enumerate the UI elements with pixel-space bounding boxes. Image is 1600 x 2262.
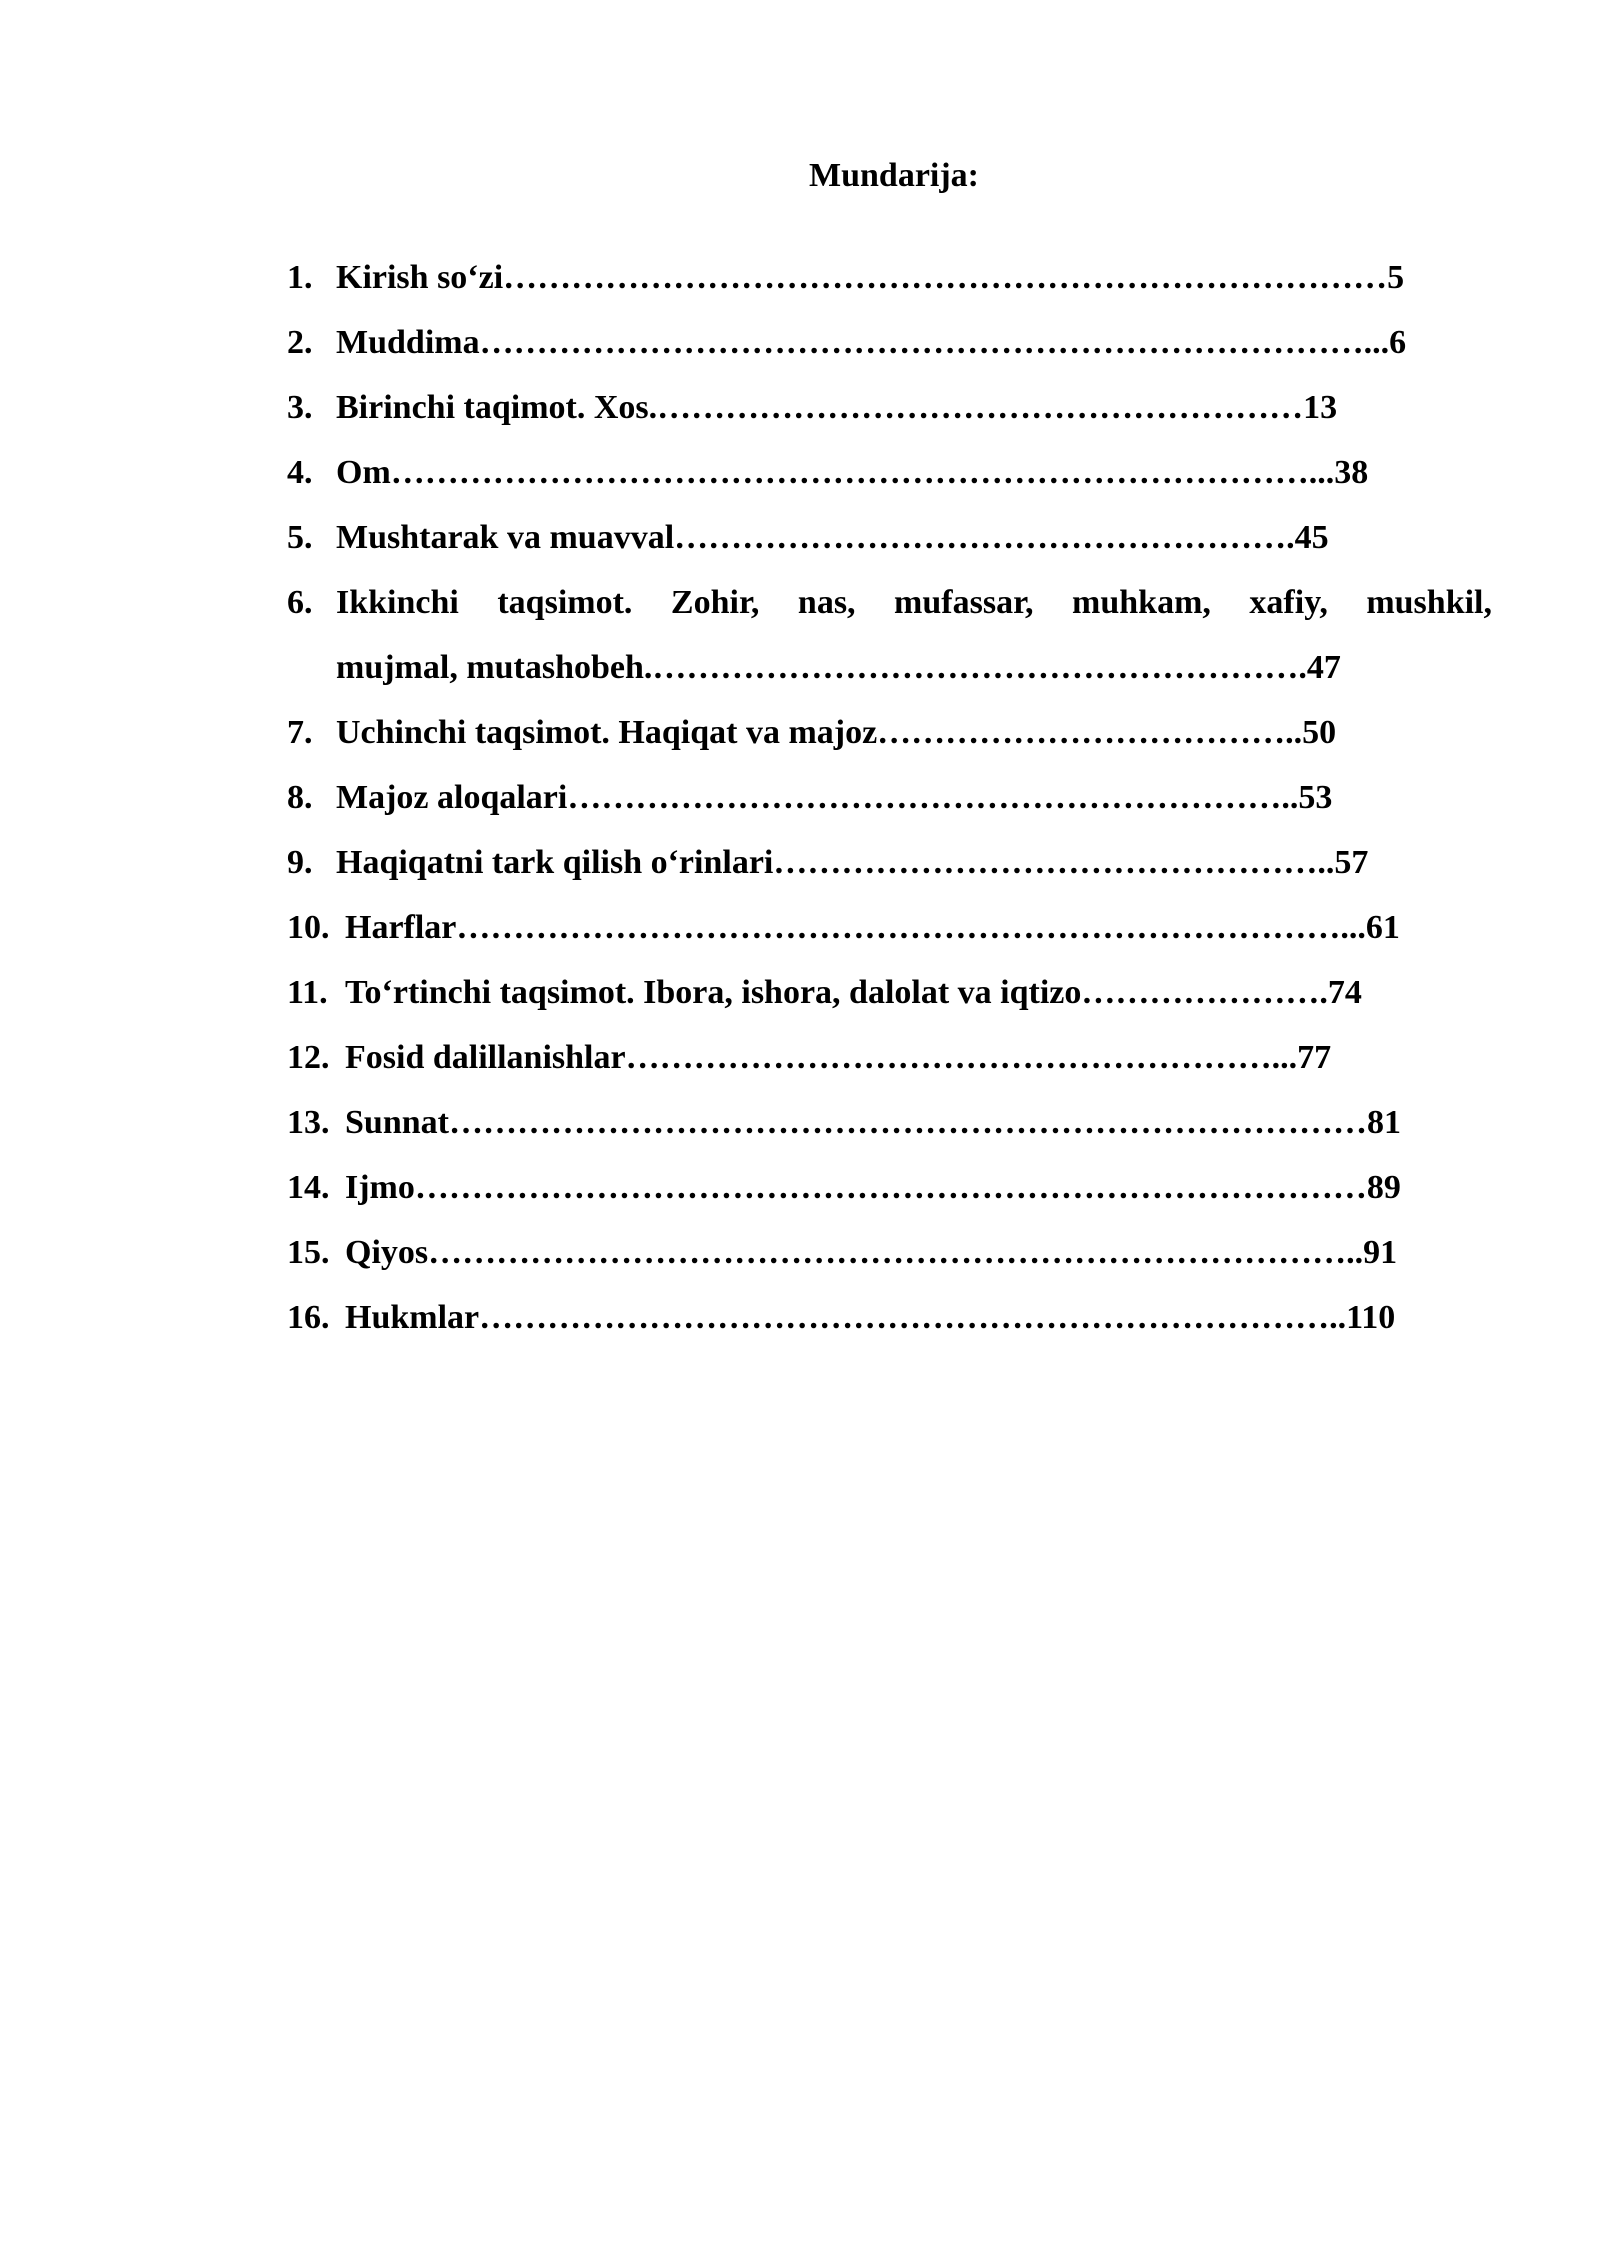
toc-entry-number: 5. bbox=[287, 519, 313, 556]
toc-entry[interactable] bbox=[287, 245, 1487, 310]
toc-entry-text: Mushtarak va muavval……………………………………………….45 bbox=[336, 519, 1329, 556]
toc-entry[interactable] bbox=[287, 375, 1487, 440]
toc-entry-text: Om………………………………………………………………………...38 bbox=[336, 454, 1369, 491]
toc-entry-text: Uchinchi taqsimot. Haqiqat va majoz………………………………..50 bbox=[336, 714, 1337, 751]
toc-entry-text: Majoz aloqalari………………………………………………………..53 bbox=[336, 779, 1333, 816]
toc-entry-text: Haqiqatni tark qilish o‘rinlari…………………………………………..57 bbox=[336, 844, 1369, 881]
toc-entry-number: 8. bbox=[287, 779, 313, 816]
toc-entry-text: Ikkinchi taqsimot. Zohir, nas, mufassar, muhkam, xafiy, mushkil, bbox=[336, 584, 1492, 621]
toc-entry[interactable] bbox=[287, 765, 1487, 830]
toc-entry-text: Qiyos………………………………………………………………………..91 bbox=[345, 1234, 1398, 1271]
toc-entry[interactable] bbox=[287, 1025, 1487, 1090]
toc-entry[interactable] bbox=[287, 1220, 1487, 1285]
toc-entry-number: 11. bbox=[287, 974, 328, 1011]
toc-entry-text: Ijmo…………………………………………………………………………89 bbox=[345, 1169, 1401, 1206]
toc-entry-number: 10. bbox=[287, 909, 330, 946]
toc-entry-number: 1. bbox=[287, 259, 313, 296]
toc-entry-number: 7. bbox=[287, 714, 313, 751]
toc-entry-text: Sunnat………………………………………………………………………81 bbox=[345, 1104, 1401, 1141]
toc-entry[interactable] bbox=[287, 960, 1487, 1025]
toc-entry-number: 14. bbox=[287, 1169, 330, 1206]
toc-title: Mundarija: bbox=[809, 157, 979, 194]
toc-entry-number: 3. bbox=[287, 389, 313, 426]
toc-entry-text: Kirish so‘zi……………………………………………………………………5 bbox=[336, 259, 1405, 296]
toc-entry[interactable] bbox=[287, 1090, 1487, 1155]
toc-entry-line bbox=[287, 570, 1492, 635]
toc-entry[interactable] bbox=[287, 1285, 1487, 1350]
toc-entry-number: 6. bbox=[287, 584, 313, 621]
toc-entry-number: 2. bbox=[287, 324, 313, 361]
toc-entry-text: Muddima……………………………………………………………………...6 bbox=[336, 324, 1407, 361]
toc-entry[interactable] bbox=[287, 505, 1487, 570]
toc-entry-text: Harflar……………………………………………………………………...61 bbox=[345, 909, 1400, 946]
toc-entry-number: 12. bbox=[287, 1039, 330, 1076]
toc-entry[interactable] bbox=[287, 895, 1487, 960]
toc-entry-text: To‘rtinchi taqsimot. Ibora, ishora, dalolat va iqtizo………………….74 bbox=[345, 974, 1362, 1011]
toc-entry-text: Fosid dalillanishlar…………………………………………………...77 bbox=[345, 1039, 1332, 1076]
toc-entry[interactable] bbox=[287, 1155, 1487, 1220]
toc-entry-text: Birinchi taqimot. Xos.…………………………………………………13 bbox=[336, 389, 1338, 426]
toc-entry[interactable] bbox=[287, 310, 1487, 375]
toc-entry-continuation: mujmal, mutashobeh.………………………………………………….47 bbox=[336, 649, 1341, 686]
table-of-contents bbox=[287, 245, 1492, 1350]
toc-entry-text: Hukmlar…………………………………………………………………..110 bbox=[345, 1299, 1396, 1336]
toc-entry[interactable] bbox=[287, 830, 1487, 895]
toc-entry-multiline[interactable] bbox=[287, 570, 1492, 700]
toc-entry-number: 15. bbox=[287, 1234, 330, 1271]
toc-entry-number: 4. bbox=[287, 454, 313, 491]
toc-entry-number: 13. bbox=[287, 1104, 330, 1141]
toc-entry-number: 9. bbox=[287, 844, 313, 881]
toc-entry[interactable] bbox=[287, 440, 1487, 505]
toc-entry-number: 16. bbox=[287, 1299, 330, 1336]
toc-entry[interactable] bbox=[287, 700, 1487, 765]
